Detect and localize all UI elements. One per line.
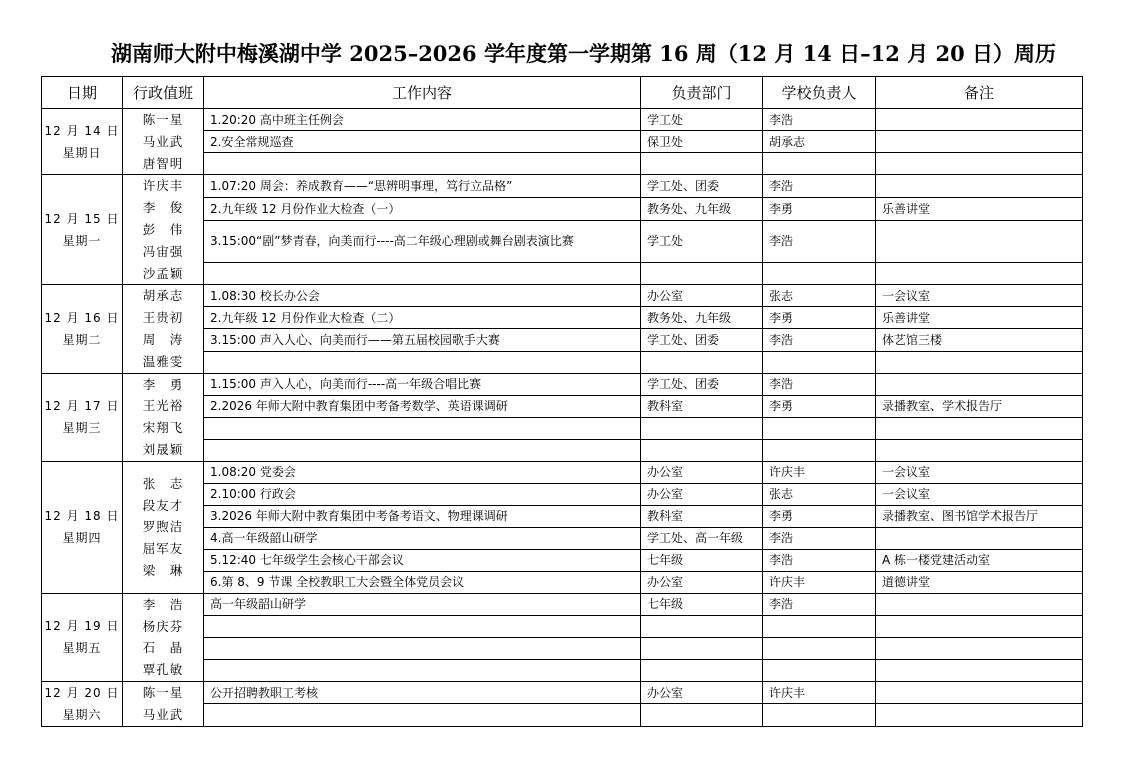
leader-cell: 李浩 <box>763 109 876 131</box>
department-cell: 学工处、团委 <box>641 329 763 351</box>
content-cell <box>204 615 641 637</box>
content-cell: 2.九年级 12 月份作业大检查（二） <box>204 307 641 329</box>
content-cell <box>204 153 641 175</box>
leader-cell: 李勇 <box>763 505 876 527</box>
content-cell: 公开招聘教职工考核 <box>204 681 641 704</box>
date-label: 12 月 16 日 <box>44 310 120 325</box>
department-cell: 教务处、九年级 <box>641 307 763 329</box>
content-cell: 6.第 8、9 节课 全校教职工大会暨全体党员会议 <box>204 571 641 593</box>
content-cell: 2.安全常规巡查 <box>204 131 641 153</box>
header-department: 负责部门 <box>641 77 763 109</box>
department-cell: 保卫处 <box>641 131 763 153</box>
duty-person: 段友才 <box>142 497 184 513</box>
content-cell: 1.07:20 周会：养成教育——“思辨明事理，笃行立品格” <box>204 175 641 198</box>
duty-person: 张 志 <box>142 475 184 491</box>
leader-cell: 张志 <box>763 483 876 505</box>
note-cell <box>876 615 1083 637</box>
duty-person: 李 勇 <box>142 376 184 392</box>
note-cell <box>876 220 1083 262</box>
department-cell <box>641 439 763 461</box>
leader-cell: 李勇 <box>763 395 876 417</box>
duty-cell <box>123 175 204 285</box>
department-cell <box>641 417 763 439</box>
department-cell: 办公室 <box>641 461 763 483</box>
date-label: 12 月 14 日 <box>44 123 120 138</box>
department-cell: 学工处、高一年级 <box>641 527 763 549</box>
note-cell <box>876 373 1083 395</box>
table-row <box>42 593 1083 615</box>
content-cell <box>204 439 641 461</box>
content-cell <box>204 417 641 439</box>
department-cell: 七年级 <box>641 593 763 615</box>
weekday-label: 星期五 <box>62 641 102 656</box>
date-label: 12 月 15 日 <box>44 211 120 226</box>
weekday-label: 星期四 <box>62 531 102 546</box>
note-cell <box>876 109 1083 131</box>
weekday-label: 星期日 <box>62 145 102 160</box>
content-cell: 3.15:00 声入人心、向美而行——第五届校园歌手大赛 <box>204 329 641 351</box>
note-cell <box>876 153 1083 175</box>
leader-cell <box>763 637 876 659</box>
leader-cell: 李浩 <box>763 527 876 549</box>
note-cell <box>876 175 1083 198</box>
leader-cell: 李浩 <box>763 373 876 395</box>
header-content: 工作内容 <box>204 77 641 109</box>
note-cell <box>876 527 1083 549</box>
note-cell <box>876 131 1083 153</box>
department-cell: 办公室 <box>641 681 763 704</box>
table-row <box>42 373 1083 395</box>
content-cell <box>204 262 641 285</box>
date-cell <box>42 681 123 726</box>
date-cell <box>42 109 123 175</box>
content-cell <box>204 704 641 727</box>
content-cell: 3.2026 年师大附中教育集团中考备考语文、物理课调研 <box>204 505 641 527</box>
department-cell: 学工处、团委 <box>641 373 763 395</box>
duty-person: 马业武 <box>142 706 184 722</box>
department-cell: 办公室 <box>641 285 763 307</box>
content-cell: 1.15:00 声入人心，向美而行----高一年级合唱比赛 <box>204 373 641 395</box>
page-title: 湖南师大附中梅溪湖中学 2025–2026 学年度第一学期第 16 周（12 月 14 日–12 月 20 日）周历 <box>110 41 1057 66</box>
date-label: 12 月 17 日 <box>44 399 120 414</box>
department-cell <box>641 351 763 373</box>
duty-person: 陈一星 <box>142 112 184 127</box>
weekday-label: 星期三 <box>62 421 102 436</box>
date-cell <box>42 175 123 285</box>
header-leader: 学校负责人 <box>763 77 876 109</box>
leader-cell: 李浩 <box>763 220 876 262</box>
duty-person: 彭 伟 <box>142 221 184 237</box>
content-cell <box>204 659 641 681</box>
department-cell: 学工处 <box>641 220 763 262</box>
content-cell: 1.20:20 高中班主任例会 <box>204 109 641 131</box>
department-cell: 教科室 <box>641 505 763 527</box>
leader-cell <box>763 615 876 637</box>
duty-person: 许庆丰 <box>142 178 184 194</box>
leader-cell <box>763 659 876 681</box>
department-cell: 学工处、团委 <box>641 175 763 198</box>
header-duty: 行政值班 <box>123 77 204 109</box>
date-cell <box>42 593 123 681</box>
department-cell: 教科室 <box>641 395 763 417</box>
department-cell <box>641 153 763 175</box>
note-cell: 体艺馆三楼 <box>876 329 1083 351</box>
leader-cell <box>763 704 876 727</box>
duty-person: 马业武 <box>142 133 184 149</box>
duty-person: 温雅雯 <box>142 353 184 369</box>
date-cell <box>42 461 123 593</box>
duty-cell <box>123 681 204 726</box>
content-cell: 1.08:20 党委会 <box>204 461 641 483</box>
note-cell: 乐善讲堂 <box>876 198 1083 221</box>
duty-cell <box>123 109 204 175</box>
duty-person: 杨庆芬 <box>142 618 184 634</box>
note-cell: 一会议室 <box>876 461 1083 483</box>
leader-cell: 李浩 <box>763 549 876 571</box>
content-cell: 2.10:00 行政会 <box>204 483 641 505</box>
content-cell: 1.08:30 校长办公会 <box>204 285 641 307</box>
content-cell: 2.2026 年师大附中教育集团中考备考数学、英语课调研 <box>204 395 641 417</box>
content-cell <box>204 637 641 659</box>
duty-person: 陈一星 <box>142 685 184 701</box>
note-cell: A 栋一楼党建活动室 <box>876 549 1083 571</box>
duty-person: 周 涛 <box>142 331 184 347</box>
department-cell: 办公室 <box>641 483 763 505</box>
note-cell <box>876 659 1083 681</box>
table-row <box>42 109 1083 131</box>
note-cell <box>876 681 1083 704</box>
leader-cell <box>763 351 876 373</box>
content-cell: 4.高一年级韶山研学 <box>204 527 641 549</box>
duty-person: 刘晟颖 <box>142 441 184 457</box>
department-cell <box>641 615 763 637</box>
note-cell: 道德讲堂 <box>876 571 1083 593</box>
content-cell: 2.九年级 12 月份作业大检查（一） <box>204 198 641 221</box>
header-note: 备注 <box>876 77 1083 109</box>
leader-cell <box>763 439 876 461</box>
leader-cell: 李勇 <box>763 198 876 221</box>
duty-person: 石 晶 <box>142 640 184 656</box>
note-cell: 乐善讲堂 <box>876 307 1083 329</box>
duty-cell <box>123 461 204 593</box>
department-cell: 办公室 <box>641 571 763 593</box>
duty-person: 冯宙强 <box>142 243 184 259</box>
note-cell: 一会议室 <box>876 285 1083 307</box>
date-label: 12 月 18 日 <box>44 509 120 524</box>
table-row <box>42 175 1083 198</box>
table-row <box>42 461 1083 483</box>
leader-cell: 胡承志 <box>763 131 876 153</box>
duty-person: 李 浩 <box>142 596 184 612</box>
department-cell <box>641 659 763 681</box>
table-row <box>42 681 1083 704</box>
department-cell: 七年级 <box>641 549 763 571</box>
duty-cell <box>123 285 204 373</box>
leader-cell: 李浩 <box>763 175 876 198</box>
leader-cell <box>763 153 876 175</box>
date-label: 12 月 20 日 <box>44 685 120 700</box>
leader-cell: 张志 <box>763 285 876 307</box>
duty-person: 胡承志 <box>142 288 184 304</box>
content-cell: 5.12:40 七年级学生会核心干部会议 <box>204 549 641 571</box>
date-label: 12 月 19 日 <box>44 619 120 634</box>
duty-person: 李 俊 <box>142 200 184 216</box>
leader-cell: 李浩 <box>763 329 876 351</box>
leader-cell: 许庆丰 <box>763 681 876 704</box>
note-cell <box>876 637 1083 659</box>
duty-cell <box>123 373 204 461</box>
duty-cell <box>123 593 204 681</box>
note-cell: 录播教室、学术报告厅 <box>876 395 1083 417</box>
note-cell <box>876 439 1083 461</box>
department-cell: 学工处 <box>641 109 763 131</box>
weekly-calendar-table <box>41 76 1083 727</box>
weekday-label: 星期二 <box>62 332 102 347</box>
leader-cell: 李勇 <box>763 307 876 329</box>
table-row <box>42 285 1083 307</box>
duty-person: 王贵初 <box>142 310 184 326</box>
weekday-label: 星期一 <box>62 233 102 248</box>
duty-person: 王光裕 <box>142 398 184 414</box>
duty-person: 沙孟颖 <box>142 265 184 281</box>
date-cell <box>42 285 123 373</box>
note-cell: 一会议室 <box>876 483 1083 505</box>
leader-cell: 许庆丰 <box>763 571 876 593</box>
note-cell <box>876 351 1083 373</box>
leader-cell <box>763 262 876 285</box>
note-cell <box>876 417 1083 439</box>
department-cell <box>641 637 763 659</box>
department-cell: 教务处、九年级 <box>641 198 763 221</box>
header-row <box>42 77 1083 109</box>
header-date: 日期 <box>42 77 123 109</box>
weekday-label: 星期六 <box>62 707 102 722</box>
department-cell <box>641 704 763 727</box>
content-cell <box>204 351 641 373</box>
department-cell <box>641 262 763 285</box>
content-cell: 3.15:00“剧”梦青春，向美而行----高二年级心理剧或舞台剧表演比赛 <box>204 220 641 262</box>
duty-person: 覃孔敏 <box>142 662 184 678</box>
note-cell <box>876 704 1083 727</box>
duty-person: 屈军友 <box>142 541 184 557</box>
duty-person: 唐智明 <box>142 155 184 171</box>
leader-cell: 许庆丰 <box>763 461 876 483</box>
duty-person: 罗煦洁 <box>142 519 184 535</box>
note-cell: 录播教室、图书馆学术报告厅 <box>876 505 1083 527</box>
note-cell <box>876 262 1083 285</box>
leader-cell <box>763 417 876 439</box>
date-cell <box>42 373 123 461</box>
content-cell: 高一年级韶山研学 <box>204 593 641 615</box>
leader-cell: 李浩 <box>763 593 876 615</box>
duty-person: 宋翔飞 <box>142 420 184 436</box>
note-cell <box>876 593 1083 615</box>
duty-person: 梁 琳 <box>142 562 184 578</box>
